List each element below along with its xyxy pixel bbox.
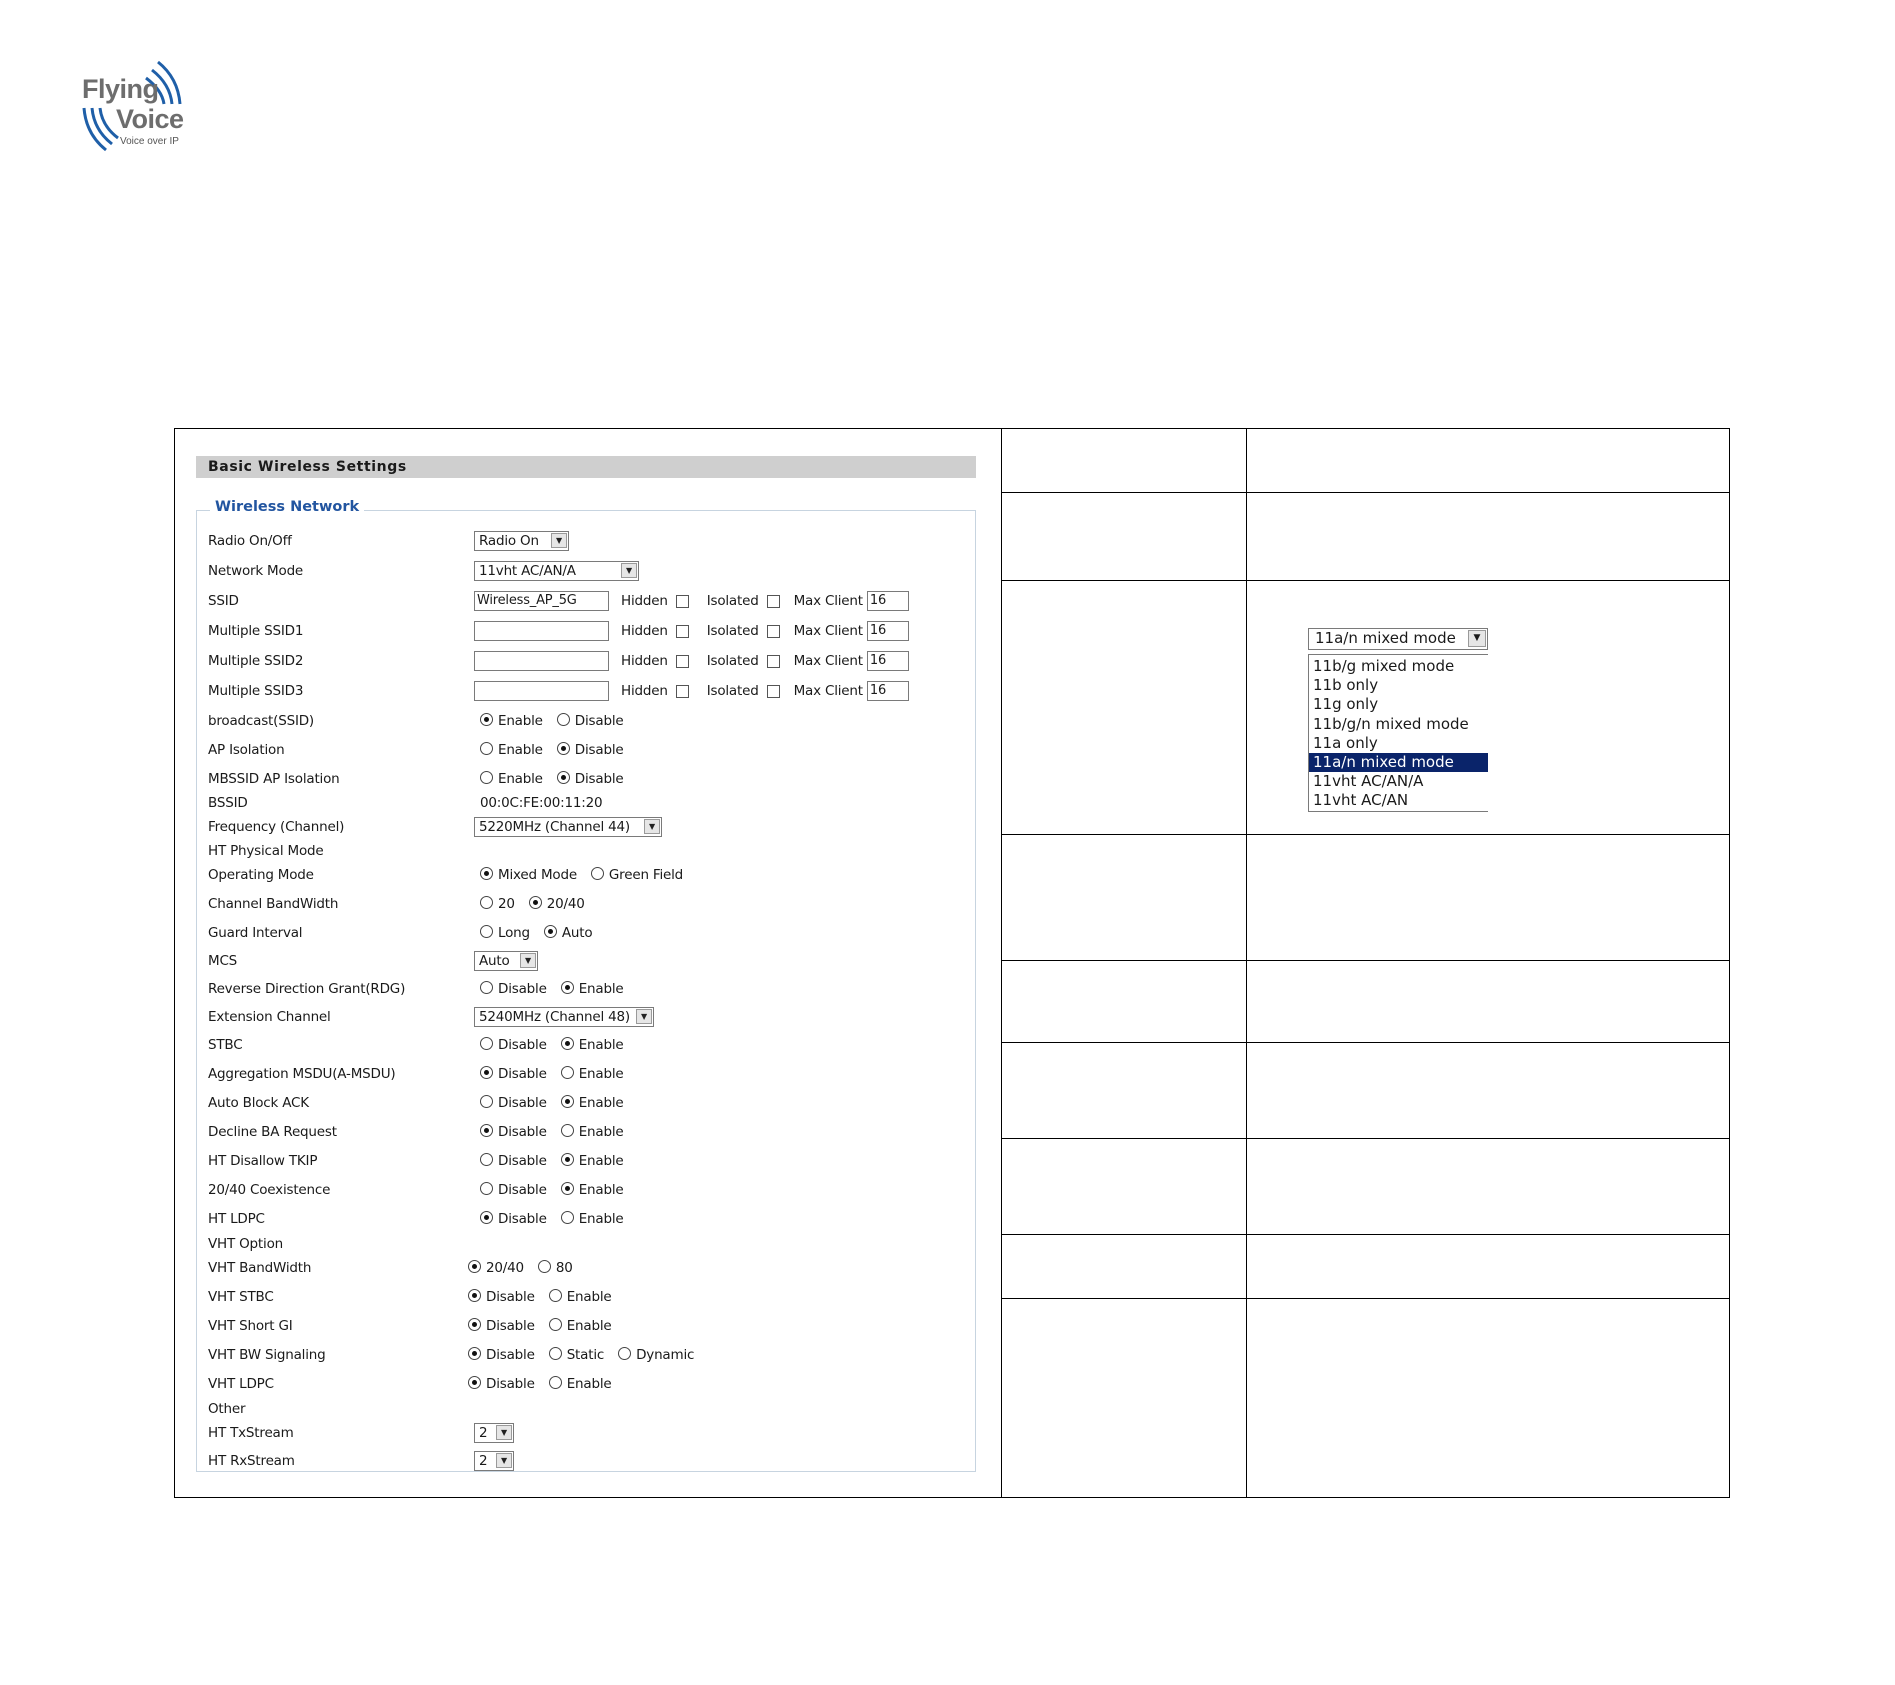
table-row-line [1001,1298,1730,1299]
isolated-checkbox[interactable] [767,625,780,638]
radio-label: Enable [578,1037,624,1053]
label-ap-isolation: AP Isolation [208,742,285,758]
row-guard-interval [208,922,968,944]
max-client-input[interactable]: 16 [867,681,909,701]
label-operating-mode: Operating Mode [208,867,314,883]
broadcast-enable-radio[interactable] [480,713,493,726]
txstream-value: 2 [479,1425,488,1441]
vht-bws-static-radio[interactable] [549,1347,562,1360]
radio-label: Disable [574,742,624,758]
radio-label: Disable [498,981,547,997]
table-row-line [1001,960,1730,961]
amsdu-enable-radio[interactable] [561,1066,574,1079]
hidden-checkbox[interactable] [676,685,689,698]
rdg-disable-radio[interactable] [480,981,493,994]
radio-label: 80 [555,1260,573,1276]
label-mbssid: MBSSID AP Isolation [208,771,340,787]
section-ht-physical-mode: HT Physical Mode [208,843,324,859]
label-channel-bandwidth: Channel BandWidth [208,896,339,912]
dropdown-option[interactable]: 11vht AC/AN/A [1313,772,1424,791]
chevron-down-icon: ▼ [496,1425,512,1440]
isolated-checkbox[interactable] [767,685,780,698]
max-client-label: Max Client [793,653,863,669]
radio-label: Dynamic [636,1347,695,1363]
frequency-value: 5220MHz (Channel 44) [479,819,630,835]
row-ht-ldpc [208,1208,968,1230]
table-row-line [1001,492,1730,493]
decline-ba-enable-radio[interactable] [561,1124,574,1137]
radio-label: Disable [486,1289,535,1305]
network-mode-value: 11vht AC/AN/A [479,563,576,579]
row-frequency [208,816,968,838]
auto-ba-enable-radio[interactable] [561,1095,574,1108]
rxstream-select[interactable] [474,1451,514,1471]
isolated-checkbox[interactable] [767,655,780,668]
network-mode-select[interactable] [474,561,639,581]
row-stbc [208,1034,968,1056]
coexist-enable-radio[interactable] [561,1182,574,1195]
vht-ldpc-enable-radio[interactable] [549,1376,562,1389]
max-client-label: Max Client [793,593,863,609]
max-client-input[interactable]: 16 [867,591,909,611]
extension-channel-select[interactable] [474,1007,654,1027]
label-ssid: SSID [208,593,239,609]
radio-label: Enable [578,1124,624,1140]
max-client-label: Max Client [793,623,863,639]
max-client-label: Max Client [793,683,863,699]
bandwidth-2040-radio[interactable] [529,896,542,909]
row-vht-stbc [208,1286,968,1308]
radio-label: Disable [498,1037,547,1053]
label-ht-ldpc: HT LDPC [208,1211,265,1227]
dropdown-option[interactable]: 11b only [1313,676,1379,695]
ssid-input[interactable]: Wireless_AP_5G [474,591,609,611]
auto-ba-disable-radio[interactable] [480,1095,493,1108]
label-mcs: MCS [208,953,238,969]
row-vht-bw-signaling [208,1344,968,1366]
rdg-enable-radio[interactable] [561,981,574,994]
radio-label: Disable [498,1182,547,1198]
radio-label: Disable [486,1318,535,1334]
mssid2-input[interactable] [474,651,609,671]
row-multiple-ssid2 [208,650,968,672]
vht-bw-2040-radio[interactable] [468,1260,481,1273]
radio-label: Mixed Mode [498,867,577,883]
isolated-label: Isolated [706,653,759,669]
row-other [208,1398,968,1420]
vht-stbc-disable-radio[interactable] [468,1289,481,1302]
radio-label: Disable [498,1095,547,1111]
label-tkip: HT Disallow TKIP [208,1153,318,1169]
amsdu-disable-radio[interactable] [480,1066,493,1079]
radio-label: Enable [578,1182,624,1198]
hidden-checkbox[interactable] [676,595,689,608]
max-client-input[interactable]: 16 [867,651,909,671]
tkip-disable-radio[interactable] [480,1153,493,1166]
fieldset-legend: Wireless Network [210,499,364,515]
row-rdg [208,978,968,1000]
table-divider [1001,428,1002,1498]
label-auto-ba: Auto Block ACK [208,1095,309,1111]
row-ht-rxstream [208,1450,968,1472]
label-network-mode: Network Mode [208,563,304,579]
section-vht-option: VHT Option [208,1236,283,1252]
section-other: Other [208,1401,246,1417]
radio-label: 20 [498,896,515,912]
hidden-label: Hidden [621,653,668,669]
radio-label: Auto [561,925,593,941]
ldpc-disable-radio[interactable] [480,1211,493,1224]
radio-label: Enable [578,1153,624,1169]
guard-long-radio[interactable] [480,925,493,938]
label-rdg: Reverse Direction Grant(RDG) [208,981,406,997]
dropdown-options-list [1308,654,1488,812]
chevron-down-icon: ▼ [496,1453,512,1468]
decline-ba-disable-radio[interactable] [480,1124,493,1137]
label-rxstream: HT RxStream [208,1453,295,1469]
chevron-down-icon: ▼ [621,563,637,578]
radio-label: Static [566,1347,605,1363]
table-row-line [1001,1042,1730,1043]
chevron-down-icon: ▼ [551,533,567,548]
dropdown-option[interactable]: 11g only [1313,695,1379,714]
ldpc-enable-radio[interactable] [561,1211,574,1224]
row-ht-disallow-tkip [208,1150,968,1172]
label-frequency: Frequency (Channel) [208,819,345,835]
network-mode-dropdown-select[interactable] [1308,628,1488,650]
radio-select-value: Radio On [479,533,539,549]
chevron-down-icon: ▼ [1468,630,1486,647]
mbssid-enable-radio[interactable] [480,771,493,784]
extension-channel-value: 5240MHz (Channel 48) [479,1009,630,1025]
dropdown-option[interactable]: 11a only [1313,733,1378,752]
isolated-checkbox[interactable] [767,595,780,608]
radio-select[interactable] [474,531,569,551]
radio-label: Enable [578,981,624,997]
row-extension-channel [208,1006,968,1028]
row-auto-block-ack [208,1092,968,1114]
logo-tagline: Voice over IP [120,136,179,147]
radio-label: Disable [498,1211,547,1227]
label-vht-bw-signaling: VHT BW Signaling [208,1347,326,1363]
vht-stbc-enable-radio[interactable] [549,1289,562,1302]
label-guard-interval: Guard Interval [208,925,303,941]
label-txstream: HT TxStream [208,1425,294,1441]
logo-text-flying: Flying [82,74,159,104]
row-vht-ldpc [208,1373,968,1395]
label-decline-ba: Decline BA Request [208,1124,337,1140]
label-vht-short-gi: VHT Short GI [208,1318,293,1334]
radio-label: Enable [566,1289,612,1305]
vht-ldpc-disable-radio[interactable] [468,1376,481,1389]
row-channel-bandwidth [208,893,968,915]
stbc-enable-radio[interactable] [561,1037,574,1050]
radio-label: Long [498,925,530,941]
radio-label: Enable [578,1211,624,1227]
radio-label: Enable [578,1066,624,1082]
ap-isolation-enable-radio[interactable] [480,742,493,755]
hidden-label: Hidden [621,623,668,639]
rxstream-value: 2 [479,1453,488,1469]
row-multiple-ssid1 [208,620,968,642]
vht-bw-80-radio[interactable] [538,1260,551,1273]
chevron-down-icon: ▼ [636,1009,652,1024]
frequency-select[interactable] [474,817,662,837]
row-broadcast [208,710,968,732]
bssid-value: 00:0C:FE:00:11:20 [480,795,603,811]
broadcast-disable-radio[interactable] [557,713,570,726]
isolated-label: Isolated [706,623,759,639]
dropdown-option[interactable]: 11b/g/n mixed mode [1313,714,1469,733]
row-ht-txstream [208,1422,968,1444]
vht-gi-disable-radio[interactable] [468,1318,481,1331]
hidden-checkbox[interactable] [676,655,689,668]
vht-bws-disable-radio[interactable] [468,1347,481,1360]
table-row-line [1001,1234,1730,1235]
radio-label: Disable [486,1376,535,1392]
isolated-label: Isolated [706,593,759,609]
chevron-down-icon: ▼ [644,819,660,834]
row-multiple-ssid3 [208,680,968,702]
mssid3-input[interactable] [474,681,609,701]
label-mssid1: Multiple SSID1 [208,623,304,639]
mssid1-input[interactable] [474,621,609,641]
label-vht-bandwidth: VHT BandWidth [208,1260,312,1276]
row-amsdu [208,1063,968,1085]
row-network-mode [208,560,968,582]
row-vht-option [208,1233,968,1255]
table-divider [1246,428,1247,1498]
label-broadcast: broadcast(SSID) [208,713,314,729]
row-mbssid-isolation [208,768,968,790]
hidden-label: Hidden [621,593,668,609]
label-stbc: STBC [208,1037,243,1053]
row-ht-physical-mode [208,840,968,862]
radio-label: 20/40 [486,1260,524,1276]
radio-label: Disable [498,1124,547,1140]
mbssid-disable-radio[interactable] [557,771,570,784]
table-row-line [1001,1138,1730,1139]
table-row-line [1001,834,1730,835]
label-amsdu: Aggregation MSDU(A-MSDU) [208,1066,396,1082]
coexist-disable-radio[interactable] [480,1182,493,1195]
radio-label: Disable [486,1347,535,1363]
vht-bws-dynamic-radio[interactable] [618,1347,631,1360]
hidden-label: Hidden [621,683,668,699]
panel-title: Basic Wireless Settings [196,456,976,478]
label-vht-stbc: VHT STBC [208,1289,274,1305]
ap-isolation-disable-radio[interactable] [557,742,570,755]
row-operating-mode [208,864,968,886]
flying-voice-logo [78,58,198,158]
mcs-value: Auto [479,953,510,969]
label-radio: Radio On/Off [208,533,292,549]
tkip-enable-radio[interactable] [561,1153,574,1166]
radio-label: Enable [566,1318,612,1334]
radio-label: Disable [574,713,624,729]
row-ssid [208,590,968,612]
dropdown-option[interactable]: 11vht AC/AN [1313,791,1409,810]
chevron-down-icon: ▼ [520,953,536,968]
label-vht-ldpc: VHT LDPC [208,1376,274,1392]
dropdown-selected-value: 11a/n mixed mode [1315,629,1456,647]
row-bssid [208,792,968,814]
txstream-select[interactable] [474,1423,514,1443]
radio-label: Enable [566,1376,612,1392]
row-coexistence [208,1179,968,1201]
row-radio [208,530,968,552]
max-client-input[interactable]: 16 [867,621,909,641]
logo-text-voice: Voice [116,104,184,134]
radio-label: Disable [498,1066,547,1082]
label-mssid2: Multiple SSID2 [208,653,304,669]
row-mcs [208,950,968,972]
radio-label: Disable [574,771,624,787]
isolated-label: Isolated [706,683,759,699]
hidden-checkbox[interactable] [676,625,689,638]
label-mssid3: Multiple SSID3 [208,683,304,699]
green-field-radio[interactable] [591,867,604,880]
table-row-line [1001,580,1730,581]
radio-label: Green Field [608,867,684,883]
dropdown-option-selected[interactable]: 11a/n mixed mode [1309,753,1488,772]
mixed-mode-radio[interactable] [480,867,493,880]
dropdown-option[interactable]: 11b/g mixed mode [1313,657,1455,675]
label-bssid: BSSID [208,795,248,811]
vht-gi-enable-radio[interactable] [549,1318,562,1331]
radio-label: Enable [578,1095,624,1111]
radio-label: Enable [498,742,543,758]
mcs-select[interactable] [474,951,538,971]
radio-label: Enable [498,713,543,729]
radio-label: Disable [498,1153,547,1169]
label-coexistence: 20/40 Coexistence [208,1182,331,1198]
stbc-disable-radio[interactable] [480,1037,493,1050]
row-decline-ba [208,1121,968,1143]
row-vht-bandwidth [208,1257,968,1279]
row-vht-short-gi [208,1315,968,1337]
label-extension-channel: Extension Channel [208,1009,331,1025]
guard-auto-radio[interactable] [544,925,557,938]
bandwidth-20-radio[interactable] [480,896,493,909]
row-ap-isolation [208,739,968,761]
radio-label: Enable [498,771,543,787]
radio-label: 20/40 [546,896,585,912]
